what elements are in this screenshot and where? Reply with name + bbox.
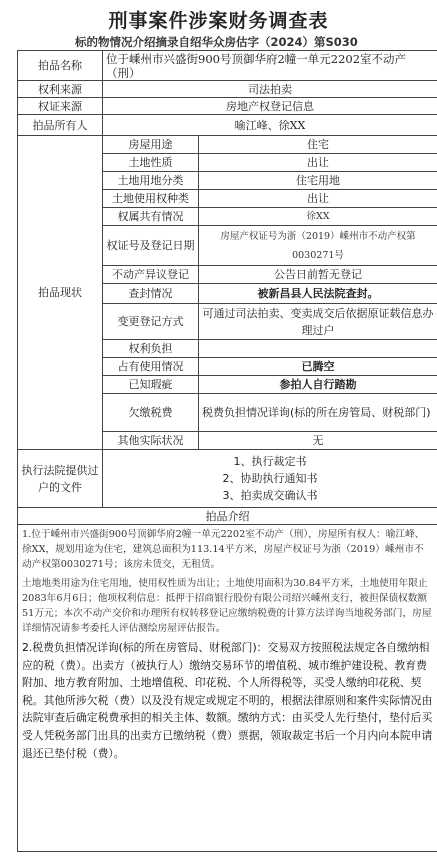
status-item-value: 住宅 — [199, 136, 437, 154]
court-doc-item: 2、协助执行通知书 — [222, 472, 318, 485]
row-court-docs — [18, 450, 437, 508]
intro-heading: 拍品介绍 — [18, 508, 437, 525]
status-item-label: 不动产异议登记 — [103, 266, 199, 284]
status-item-label: 变更登记方式 — [103, 304, 199, 340]
status-item-value: 出让 — [199, 154, 437, 172]
intro-body — [18, 525, 437, 852]
row-cert-source — [18, 98, 437, 115]
status-item-label: 其他实际状况 — [103, 432, 199, 450]
row-right-source — [18, 81, 437, 98]
row-item-name — [18, 51, 437, 81]
court-doc-item: 1、执行裁定书 — [233, 455, 307, 468]
status-row — [18, 136, 437, 154]
status-item-label: 土地使用权种类 — [103, 190, 199, 208]
intro-paragraph-2: 土地地类用途为住宅用地，使用权性质为出让；土地使用面积为30.84平方米，土地使用年限止2083年6月6日；他项权利信息：抵押于招商银行股份有限公司绍兴嵊州支行，被担保债权数额51万元；本次不动产交价和办理所有权转移登记应缴纳税费的计算方法详询当地税务部门，房屋详细情况请参考委托人评估测绘房屋评估报告。 — [22, 578, 432, 634]
row-intro-heading — [18, 508, 437, 525]
intro-paragraph-3: 2.税费负担情况详询(标的所在房管局、财税部门)：交易双方按照税法规定各自缴纳相应的税（费）。出卖方（被执行人）缴纳交易环节的增值税、城市维护建设税、教育费附加、地方教育附加、土地增值税、印花税、个人所得税等，买受人缴纳印花税、契税。其他所涉欠税（费）以及没有规定或规定不明的，根据法律原则和案件实际情况由法院审查后确定税费承担的相关主体、数额。缴纳方式：由买受人先行垫付，垫付后买受人凭税务部门出具的出卖方已缴纳税（费）票据，领取裁定书后一个月内向本院申请退还已垫付税（费）。 — [22, 641, 433, 760]
status-item-label: 欠缴税费 — [103, 394, 199, 432]
status-item-label: 权利负担 — [103, 340, 199, 358]
page-title: 刑事案件涉案财务调查表 — [108, 10, 329, 32]
status-item-value — [199, 340, 437, 358]
status-item-label: 已知瑕疵 — [103, 376, 199, 394]
status-item-label: 房屋用途 — [103, 136, 199, 154]
status-label: 拍品现状 — [18, 136, 103, 450]
status-item-label: 查封情况 — [103, 284, 199, 304]
status-item-value: 被新昌县人民法院查封。 — [199, 284, 437, 304]
status-item-value: 参拍人自行踏勘 — [199, 376, 437, 394]
status-item-label: 土地用地分类 — [103, 172, 199, 190]
status-item-label: 权证号及登记日期 — [103, 226, 199, 266]
status-item-value: 出让 — [199, 190, 437, 208]
status-item-value: 徐XX — [199, 208, 437, 226]
right-source-value: 司法拍卖 — [103, 81, 437, 98]
status-item-value: 税费负担情况详询(标的所在房管局、财税部门) — [199, 394, 437, 432]
item-name-value: 位于嵊州市兴盛街900号顶御华府2幢一单元2202室不动产（刑） — [103, 51, 437, 81]
status-item-value: 公告日前暂无登记 — [199, 266, 437, 284]
status-item-value: 已腾空 — [199, 358, 437, 376]
row-intro-body — [18, 525, 437, 852]
court-docs-label: 执行法院提供过户的文件 — [18, 450, 103, 508]
cert-source-label: 权证来源 — [18, 98, 103, 115]
owner-value: 喻江峰、徐XX — [103, 115, 437, 136]
item-name-label: 拍品名称 — [18, 51, 103, 81]
status-item-label: 占有使用情况 — [103, 358, 199, 376]
intro-paragraph-1: 1.位于嵊州市兴盛街900号顶御华府2幢一单元2202室不动产（刑），房屋所有权人：喻江峰、徐XX，规划用途为住宅，建筑总面积为113.14平方米，房屋产权证号为浙（2019）嵊州市不动产权第0030271号；该房未赁交，无租赁。 — [22, 529, 425, 570]
status-item-value: 房屋产权证号为浙（2019）嵊州市不动产权第0030271号 — [199, 226, 437, 266]
cert-source-value: 房地产权登记信息 — [103, 98, 437, 115]
status-item-value: 可通过司法拍卖、变卖成交后依据原证载信息办理过户 — [199, 304, 437, 340]
row-owner — [18, 115, 437, 136]
court-doc-item: 3、拍卖成交确认书 — [222, 489, 318, 502]
status-item-label: 土地性质 — [103, 154, 199, 172]
owner-label: 拍品所有人 — [18, 115, 103, 136]
right-source-label: 权利来源 — [18, 81, 103, 98]
property-table — [17, 50, 437, 852]
page-subtitle: 标的物情况介绍摘录自绍华众房估字（2024）第S030 — [75, 35, 358, 49]
status-item-value: 住宅用地 — [199, 172, 437, 190]
status-item-value: 无 — [199, 432, 437, 450]
status-item-label: 权属共有情况 — [103, 208, 199, 226]
court-docs-list — [103, 450, 437, 508]
